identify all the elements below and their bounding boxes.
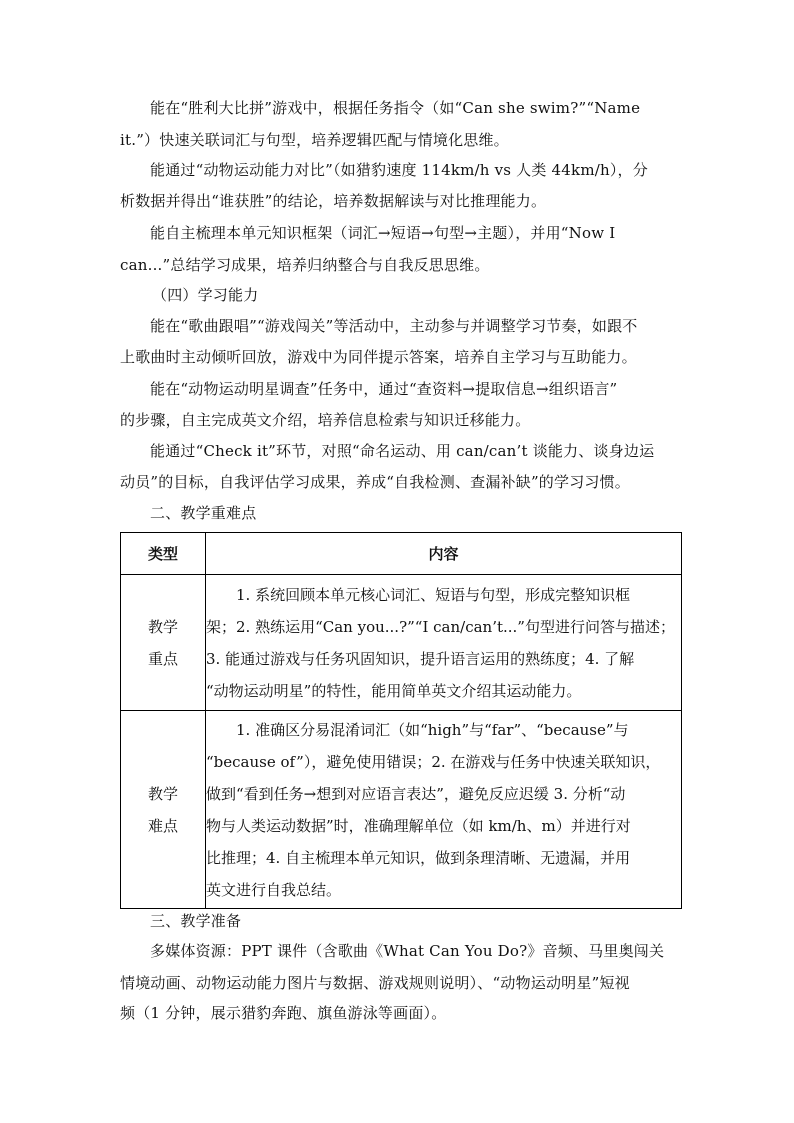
type-label: 教学 (147, 617, 178, 636)
paragraph-line: it.”）快速关联词汇与句型，培养逻辑匹配与情境化思维。 (120, 131, 509, 149)
content-line: 3. 能通过游戏与任务巩固知识，提升语言运用的熟练度；4. 了解 (206, 649, 635, 668)
column-header-content: 内容 (206, 533, 682, 575)
paragraph-line: 多媒体资源：PPT 课件（含歌曲《What Can You Do?》音频、马里奥闯关 (150, 942, 665, 960)
content-line: 1. 系统回顾本单元核心词汇、短语与句型，形成完整知识框 (236, 585, 631, 604)
content-cell (206, 711, 682, 909)
paragraph-line: 析数据并得出“谁获胜”的结论，培养数据解读与对比推理能力。 (120, 192, 547, 210)
key-difficult-points-table (120, 532, 682, 909)
paragraph-line: 动员”的目标，自我评估学习成果，养成“自我检测、查漏补缺”的学习习惯。 (120, 473, 631, 491)
content-cell (206, 575, 682, 711)
paragraph-line: 上歌曲时主动倾听回放，游戏中为同伴提示答案，培养自主学习与互助能力。 (120, 348, 637, 366)
content-line: “because of”），避免使用错误；2. 在游戏与任务中快速关联知识， (206, 752, 661, 771)
column-header-type: 类型 (121, 533, 206, 575)
table-row (121, 575, 682, 711)
paragraph-line: 能通过“动物运动能力对比”（如猎豹速度 114km/h vs 人类 44km/h），分 (150, 161, 648, 179)
content-line: 物与人类运动数据”时，准确理解单位（如 km/h、m）并进行对 (206, 816, 631, 835)
section-subheading: （四）学习能力 (152, 286, 259, 304)
content-line: 英文进行自我总结。 (206, 880, 342, 899)
content-line: 比推理；4. 自主梳理本单元知识，做到条理清晰、无遗漏，并用 (206, 848, 631, 867)
type-cell (121, 711, 206, 909)
content-line: 做到“看到任务→想到对应语言表达”，避免反应迟缓 3. 分析“动 (206, 784, 626, 803)
type-label: 难点 (147, 816, 178, 835)
type-cell (121, 575, 206, 711)
section-heading: 三、教学准备 (150, 912, 242, 930)
paragraph-line: 频（1 分钟，展示猎豹奔跑、旗鱼游泳等画面）。 (120, 1004, 447, 1022)
paragraph-line: 能在“动物运动明星调查”任务中，通过“查资料→提取信息→组织语言” (150, 380, 618, 398)
type-label: 教学 (147, 784, 178, 803)
content-line: “动物运动明星”的特性，能用简单英文介绍其运动能力。 (206, 681, 582, 700)
table-row (121, 711, 682, 909)
paragraph-line: 情境动画、动物运动能力图片与数据、游戏规则说明）、“动物运动明星”短视 (120, 974, 630, 992)
paragraph-line: 能在“胜利大比拼”游戏中，根据任务指令（如“Can she swim?”“Name (150, 99, 641, 117)
section-heading: 二、教学重难点 (150, 504, 257, 522)
type-label: 重点 (147, 649, 178, 668)
paragraph-line: 能在“歌曲跟唱”“游戏闯关”等活动中，主动参与并调整学习节奏，如跟不 (150, 317, 638, 335)
paragraph-line: can...”总结学习成果，培养归纳整合与自我反思思维。 (120, 256, 490, 274)
paragraph-line: 的步骤，自主完成英文介绍，培养信息检索与知识迁移能力。 (120, 411, 531, 429)
paragraph-line: 能自主梳理本单元知识框架（词汇→短语→句型→主题），并用“Now I (150, 224, 616, 242)
paragraph-line: 能通过“Check it”环节，对照“命名运动、用 can/can’t 谈能力、谈身边运 (150, 442, 655, 460)
content-line: 1. 准确区分易混淆词汇（如“high”与“far”、“because”与 (236, 720, 629, 739)
table-header-row (121, 533, 682, 575)
content-line: 架；2. 熟练运用“Can you...?”“I can/can’t...”句型进行问答与描述； (206, 617, 675, 636)
